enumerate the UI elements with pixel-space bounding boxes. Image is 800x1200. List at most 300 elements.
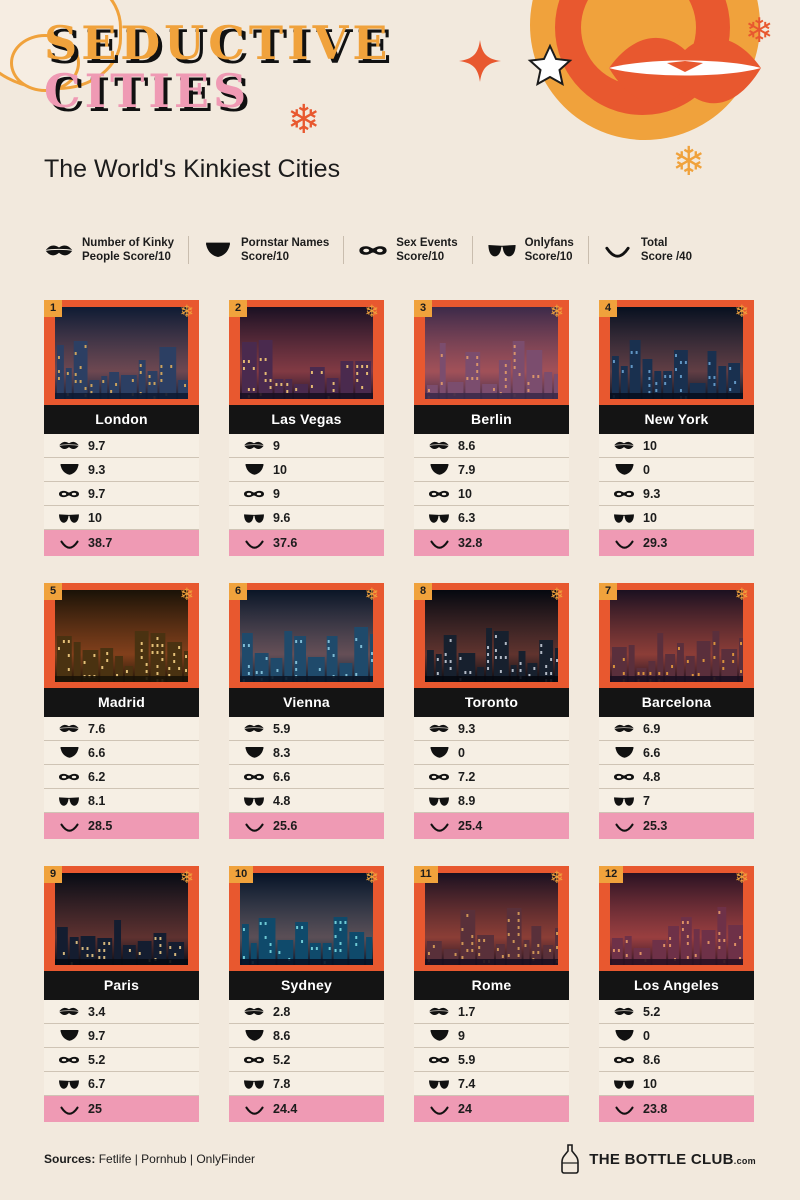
metric-row — [414, 1024, 569, 1048]
metric-value: 10 — [88, 510, 102, 525]
check-icon — [60, 537, 79, 549]
city-name: Sydney — [229, 971, 384, 1000]
brand-logo — [559, 1144, 756, 1174]
rank-badge: 10 — [229, 866, 253, 883]
city-photo — [229, 866, 384, 971]
city-name: New York — [599, 405, 754, 434]
rank-badge: 1 — [44, 300, 62, 317]
bra-icon — [58, 795, 80, 807]
metric-row — [229, 741, 384, 765]
rank-badge: 12 — [599, 866, 623, 883]
metric-icon-wrap — [428, 795, 450, 807]
metric-icon-wrap — [428, 746, 450, 759]
metric-value: 9.7 — [88, 1028, 106, 1043]
metric-icon-wrap — [613, 723, 635, 734]
metric-icon-wrap — [428, 440, 450, 451]
metric-row — [599, 717, 754, 741]
city-name: Rome — [414, 971, 569, 1000]
total-score-row — [599, 530, 754, 556]
legend-label-2: Sex Events Score/10 — [396, 236, 458, 263]
metric-row — [44, 789, 199, 813]
metric-row — [414, 717, 569, 741]
brand-name-text: THE BOTTLE CLUB — [589, 1150, 734, 1168]
total-score-value: 25 — [88, 1102, 102, 1116]
metric-icon-wrap — [243, 1078, 265, 1090]
metric-row — [599, 1024, 754, 1048]
city-card — [229, 866, 384, 1122]
metric-row — [44, 741, 199, 765]
city-photo-image — [425, 873, 558, 965]
metric-icon-wrap — [58, 772, 80, 782]
metric-icon-wrap — [428, 463, 450, 476]
metric-value: 8.6 — [458, 438, 476, 453]
metric-row — [44, 458, 199, 482]
legend-item-0 — [44, 236, 188, 265]
city-photo-image — [610, 307, 743, 399]
city-name: Berlin — [414, 405, 569, 434]
total-score-row — [44, 530, 199, 556]
metric-value: 5.9 — [273, 721, 291, 736]
metric-icon-wrap — [613, 440, 635, 451]
flower-icon: ❄ — [179, 302, 194, 321]
metric-icon-wrap — [243, 723, 265, 734]
metric-row — [414, 1048, 569, 1072]
metric-value: 9 — [273, 486, 280, 501]
panties-icon — [614, 463, 635, 476]
metric-row — [44, 1048, 199, 1072]
metric-value: 5.2 — [88, 1052, 106, 1067]
total-score-row — [229, 530, 384, 556]
city-photo — [599, 866, 754, 971]
bra-icon — [613, 795, 635, 807]
metric-row — [599, 482, 754, 506]
metric-icon-wrap — [613, 1029, 635, 1042]
rank-badge: 8 — [414, 583, 432, 600]
panties-icon — [204, 241, 232, 259]
metric-icon-wrap — [613, 772, 635, 782]
metric-icon-wrap — [613, 795, 635, 807]
metric-icon-wrap — [58, 1103, 80, 1115]
metric-value: 5.2 — [643, 1004, 661, 1019]
bra-icon — [243, 795, 265, 807]
flower-icon: ❄ — [549, 585, 564, 604]
sources-value: Fetlife | Pornhub | OnlyFinder — [98, 1152, 256, 1166]
metric-row — [414, 482, 569, 506]
check-icon — [245, 1103, 264, 1115]
metric-row — [44, 717, 199, 741]
metric-row — [599, 1072, 754, 1096]
rank-badge: 2 — [229, 300, 247, 317]
metric-value: 7.4 — [458, 1076, 476, 1091]
total-score-row — [414, 813, 569, 839]
bra-icon — [428, 512, 450, 524]
legend-icon-wrap-2 — [358, 244, 388, 257]
flower-icon: ❄ — [734, 302, 749, 321]
metric-row — [229, 458, 384, 482]
metric-row — [229, 1072, 384, 1096]
lips-decoration-icon — [605, 28, 765, 114]
panties-icon — [59, 746, 80, 759]
bra-icon — [58, 1078, 80, 1090]
metric-value: 5.2 — [273, 1052, 291, 1067]
metric-value: 6.3 — [458, 510, 476, 525]
panties-icon — [614, 1029, 635, 1042]
metric-icon-wrap — [613, 537, 635, 549]
legend-icon-wrap-1 — [203, 241, 233, 259]
metric-value: 2.8 — [273, 1004, 291, 1019]
lips-icon — [428, 1006, 450, 1017]
flower-icon-2: ❄ — [672, 140, 706, 184]
metric-value: 6.6 — [643, 745, 661, 760]
metric-value: 3.4 — [88, 1004, 106, 1019]
lips-icon — [428, 723, 450, 734]
metric-row — [599, 789, 754, 813]
metric-value: 9 — [273, 438, 280, 453]
metric-value: 10 — [643, 438, 657, 453]
sources-label: Sources: — [44, 1152, 96, 1166]
city-photo-image — [55, 873, 188, 965]
header — [0, 0, 800, 210]
metric-row — [414, 434, 569, 458]
metric-value: 10 — [643, 510, 657, 525]
legend-item-2 — [343, 236, 471, 265]
metric-row — [599, 458, 754, 482]
flower-icon: ❄ — [734, 868, 749, 887]
flower-icon: ❄ — [179, 868, 194, 887]
lips-icon — [613, 1006, 635, 1017]
metric-icon-wrap — [613, 746, 635, 759]
metric-row — [229, 482, 384, 506]
metric-icon-wrap — [613, 820, 635, 832]
metric-icon-wrap — [613, 1006, 635, 1017]
metric-value: 5.9 — [458, 1052, 476, 1067]
lips-icon — [44, 243, 74, 258]
bottle-icon — [559, 1144, 581, 1174]
total-score-row — [44, 813, 199, 839]
metric-icon-wrap — [58, 463, 80, 476]
metric-icon-wrap — [243, 1006, 265, 1017]
city-name: Paris — [44, 971, 199, 1000]
metric-icon-wrap — [428, 723, 450, 734]
total-score-value: 24 — [458, 1102, 472, 1116]
brand-name — [589, 1151, 756, 1168]
check-icon — [615, 1103, 634, 1115]
check-icon — [605, 242, 630, 258]
page-subtitle: The World's Kinkiest Cities — [44, 155, 341, 183]
bra-icon — [243, 512, 265, 524]
metric-value: 10 — [458, 486, 472, 501]
city-photo-image — [55, 307, 188, 399]
metric-icon-wrap — [428, 537, 450, 549]
mask-icon — [613, 1055, 635, 1065]
metric-value: 8.9 — [458, 793, 476, 808]
mask-icon — [243, 772, 265, 782]
total-score-value: 38.7 — [88, 536, 113, 550]
title-line-1: SEDUCTIVE — [44, 16, 392, 70]
city-photo — [414, 583, 569, 688]
total-score-row — [44, 1096, 199, 1122]
metric-value: 8.6 — [273, 1028, 291, 1043]
metric-value: 9.7 — [88, 438, 106, 453]
flower-icon: ❄ — [364, 585, 379, 604]
city-photo — [599, 300, 754, 405]
lips-icon — [58, 723, 80, 734]
sources-text — [44, 1152, 255, 1166]
metric-value: 7.9 — [458, 462, 476, 477]
metric-icon-wrap — [613, 512, 635, 524]
metric-value: 4.8 — [273, 793, 291, 808]
legend-label-3: Onlyfans Score/10 — [524, 236, 574, 263]
city-photo-image — [610, 873, 743, 965]
lips-icon — [58, 440, 80, 451]
city-card — [229, 583, 384, 839]
total-score-row — [599, 813, 754, 839]
metric-icon-wrap — [243, 1103, 265, 1115]
city-name: Los Angeles — [599, 971, 754, 1000]
flower-icon: ❄ — [549, 302, 564, 321]
metric-icon-wrap — [58, 795, 80, 807]
metric-value: 7.6 — [88, 721, 106, 736]
metric-value: 7.8 — [273, 1076, 291, 1091]
metric-icon-wrap — [428, 1055, 450, 1065]
check-icon — [60, 820, 79, 832]
mask-icon — [428, 489, 450, 499]
flower-icon-1: ❄ — [287, 98, 321, 142]
metric-value: 1.7 — [458, 1004, 476, 1019]
metric-icon-wrap — [243, 440, 265, 451]
total-score-value: 25.6 — [273, 819, 298, 833]
metric-row — [44, 765, 199, 789]
metric-icon-wrap — [428, 772, 450, 782]
metric-icon-wrap — [58, 746, 80, 759]
city-card — [44, 866, 199, 1122]
metric-row — [229, 765, 384, 789]
panties-icon — [244, 463, 265, 476]
flower-icon: ❄ — [179, 585, 194, 604]
metric-row — [229, 789, 384, 813]
city-photo-image — [240, 873, 373, 965]
metric-row — [44, 1024, 199, 1048]
mask-icon — [613, 772, 635, 782]
total-score-row — [229, 1096, 384, 1122]
legend-item-1 — [188, 236, 343, 265]
metric-row — [44, 482, 199, 506]
metric-value: 9.3 — [643, 486, 661, 501]
metric-value: 6.7 — [88, 1076, 106, 1091]
check-icon — [245, 820, 264, 832]
lips-icon — [243, 723, 265, 734]
metric-icon-wrap — [58, 537, 80, 549]
metric-value: 8.3 — [273, 745, 291, 760]
title-block — [44, 16, 392, 118]
city-photo-image — [425, 590, 558, 682]
city-name: Vienna — [229, 688, 384, 717]
flower-icon: ❄ — [549, 868, 564, 887]
metric-value: 0 — [643, 1028, 650, 1043]
legend-item-3 — [472, 236, 588, 265]
metric-icon-wrap — [58, 1006, 80, 1017]
metric-row — [44, 434, 199, 458]
metric-row — [599, 506, 754, 530]
metric-value: 7.2 — [458, 769, 476, 784]
metric-row — [414, 458, 569, 482]
panties-icon — [244, 1029, 265, 1042]
panties-icon — [244, 746, 265, 759]
metric-icon-wrap — [243, 512, 265, 524]
city-card — [229, 300, 384, 556]
total-score-value: 29.3 — [643, 536, 668, 550]
metric-value: 9.7 — [88, 486, 106, 501]
legend-icon-wrap-4 — [603, 242, 633, 258]
metric-value: 6.2 — [88, 769, 106, 784]
legend-item-4 — [588, 236, 706, 265]
mask-icon — [58, 772, 80, 782]
city-card-grid — [44, 300, 756, 1122]
metric-icon-wrap — [243, 746, 265, 759]
metric-icon-wrap — [243, 1029, 265, 1042]
legend-icon-wrap-3 — [487, 242, 517, 258]
mask-icon — [58, 489, 80, 499]
metric-value: 4.8 — [643, 769, 661, 784]
bra-icon — [487, 242, 517, 258]
metric-value: 9 — [458, 1028, 465, 1043]
metric-row — [599, 1048, 754, 1072]
metric-value: 7 — [643, 793, 650, 808]
metric-icon-wrap — [613, 1055, 635, 1065]
panties-icon — [59, 463, 80, 476]
city-name: Las Vegas — [229, 405, 384, 434]
total-score-row — [414, 1096, 569, 1122]
check-icon — [615, 537, 634, 549]
total-score-row — [599, 1096, 754, 1122]
metric-value: 9.3 — [88, 462, 106, 477]
metric-icon-wrap — [58, 1029, 80, 1042]
mask-icon — [428, 772, 450, 782]
metric-icon-wrap — [428, 1006, 450, 1017]
check-icon — [430, 820, 449, 832]
check-icon — [615, 820, 634, 832]
metric-value: 6.9 — [643, 721, 661, 736]
bra-icon — [613, 512, 635, 524]
metric-row — [599, 741, 754, 765]
legend — [44, 222, 756, 278]
city-photo — [44, 583, 199, 688]
star-outline-icon — [527, 42, 573, 88]
mask-icon — [243, 489, 265, 499]
rank-badge: 9 — [44, 866, 62, 883]
metric-icon-wrap — [428, 512, 450, 524]
metric-row — [599, 765, 754, 789]
metric-value: 6.6 — [273, 769, 291, 784]
metric-value: 6.6 — [88, 745, 106, 760]
brand-tld: .com — [733, 1155, 756, 1166]
metric-icon-wrap — [58, 820, 80, 832]
city-photo-image — [240, 590, 373, 682]
metric-icon-wrap — [428, 1078, 450, 1090]
city-photo — [229, 300, 384, 405]
bra-icon — [613, 1078, 635, 1090]
metric-icon-wrap — [428, 820, 450, 832]
city-photo — [44, 866, 199, 971]
check-icon — [245, 537, 264, 549]
check-icon — [430, 537, 449, 549]
metric-icon-wrap — [613, 1103, 635, 1115]
metric-row — [229, 434, 384, 458]
mask-icon — [428, 1055, 450, 1065]
city-photo-image — [55, 590, 188, 682]
metric-row — [229, 1048, 384, 1072]
lips-icon — [428, 440, 450, 451]
metric-icon-wrap — [58, 440, 80, 451]
bra-icon — [428, 795, 450, 807]
city-photo — [414, 300, 569, 405]
city-card — [414, 300, 569, 556]
metric-icon-wrap — [58, 1078, 80, 1090]
metric-row — [414, 1000, 569, 1024]
city-card — [414, 866, 569, 1122]
panties-icon — [429, 463, 450, 476]
metric-icon-wrap — [58, 1055, 80, 1065]
check-icon — [430, 1103, 449, 1115]
metric-icon-wrap — [243, 463, 265, 476]
metric-value: 0 — [458, 745, 465, 760]
city-card — [44, 300, 199, 556]
mask-icon — [243, 1055, 265, 1065]
metric-value: 10 — [273, 462, 287, 477]
metric-icon-wrap — [243, 795, 265, 807]
footer — [44, 1144, 756, 1174]
metric-value: 8.1 — [88, 793, 106, 808]
lips-icon — [243, 440, 265, 451]
metric-row — [414, 741, 569, 765]
total-score-row — [229, 813, 384, 839]
metric-icon-wrap — [613, 1078, 635, 1090]
metric-row — [414, 1072, 569, 1096]
city-card — [414, 583, 569, 839]
metric-icon-wrap — [613, 489, 635, 499]
metric-value: 0 — [643, 462, 650, 477]
city-photo-image — [425, 307, 558, 399]
rank-badge: 5 — [44, 583, 62, 600]
legend-label-1: Pornstar Names Score/10 — [241, 236, 330, 263]
metric-icon-wrap — [428, 1103, 450, 1115]
city-photo — [44, 300, 199, 405]
total-score-value: 25.3 — [643, 819, 668, 833]
city-photo — [599, 583, 754, 688]
metric-value: 10 — [643, 1076, 657, 1091]
city-photo-image — [610, 590, 743, 682]
city-name: Toronto — [414, 688, 569, 717]
legend-icon-wrap-0 — [44, 243, 74, 258]
metric-row — [599, 434, 754, 458]
metric-row — [44, 1000, 199, 1024]
metric-row — [414, 765, 569, 789]
metric-row — [599, 1000, 754, 1024]
city-name: Barcelona — [599, 688, 754, 717]
metric-row — [229, 717, 384, 741]
metric-icon-wrap — [58, 512, 80, 524]
city-photo — [414, 866, 569, 971]
metric-row — [44, 506, 199, 530]
metric-icon-wrap — [58, 489, 80, 499]
lips-icon — [58, 1006, 80, 1017]
city-card — [44, 583, 199, 839]
check-icon — [60, 1103, 79, 1115]
total-score-value: 32.8 — [458, 536, 483, 550]
bra-icon — [243, 1078, 265, 1090]
panties-icon — [429, 1029, 450, 1042]
mask-icon — [613, 489, 635, 499]
